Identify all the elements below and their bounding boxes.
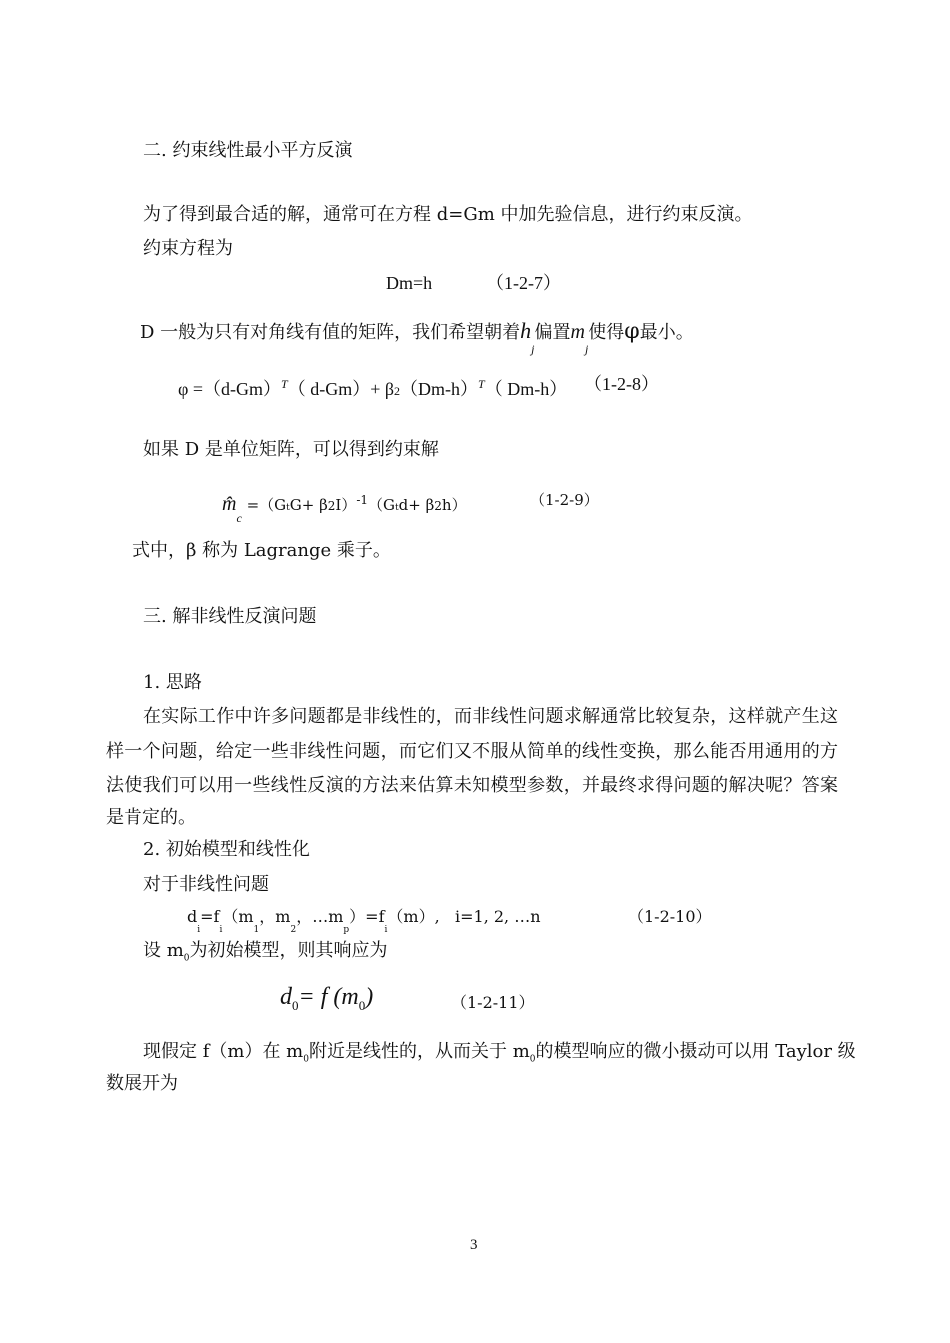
equation-number-1-2-11: （1-2-11）: [451, 993, 535, 1012]
paragraph-approach-line-4: 是肯定的。: [106, 807, 196, 828]
equation-number-1-2-8: （1-2-8）: [584, 374, 659, 394]
equation-1-2-9: $m̂_c =(GtG+ \beta 2I)^{-1}(Gtd+ \beta 2h)$: [222, 493, 467, 525]
paragraph-lagrange: 式中，β 称为 Lagrange 乘子。: [132, 540, 391, 561]
equation-1-2-11: $d_0= f$ $(m_0)$: [280, 984, 374, 1013]
paragraph-identity-matrix: 如果 D 是单位矩阵，可以得到约束解: [143, 439, 439, 460]
equation-1-2-8: $\varphi =(d-Gm)^T$（ $d-Gm)+ \beta 2(Dm-h)^T$（ Dm-h）: [178, 377, 568, 399]
section-heading-3: 三. 解非线性反演问题: [143, 606, 317, 627]
equation-1-2-7: Dm=h: [386, 273, 433, 293]
paragraph-diagonal-matrix: D 一般为只有对角线有值的矩阵，我们希望朝着$h_j$偏置$m_j$使得φ最小。: [140, 318, 694, 356]
paragraph-constraint-eq-intro: 约束方程为: [143, 238, 233, 259]
subheading-initial-model: 2. 初始模型和线性化: [143, 839, 310, 860]
paragraph-approach-line-2: 样一个问题，给定一些非线性问题，而它们又不服从简单的线性变换，那么能否用通用的方: [106, 741, 838, 762]
paragraph-linear-assumption-line-1: 现假定 f（m）在 $m_0$附近是线性的，从而关于 $m_0$的模型响应的微小摄动可以用 Taylor 级: [143, 1041, 856, 1065]
equation-range-1-2-10: i=1, 2, …n: [455, 907, 541, 926]
paragraph-approach-line-3: 法使我们可以用一些线性反演的方法来估算未知模型参数，并最终求得问题的解决呢？答案: [106, 775, 838, 796]
page-number: 3: [470, 1237, 478, 1253]
subheading-approach: 1. 思路: [143, 672, 202, 693]
section-heading-2: 二. 约束线性最小平方反演: [143, 140, 353, 161]
paragraph-initial-model: 设 $m_0$为初始模型，则其响应为: [143, 940, 388, 964]
paragraph-nonlinear-problem: 对于非线性问题: [143, 874, 269, 895]
equation-1-2-10: $d_i=f_i(m_1$，$m_2$，$\dots m_p)=f_i(m)$,: [187, 907, 440, 936]
equation-number-1-2-7: （1-2-7）: [486, 273, 561, 293]
paragraph-approach-line-1: 在实际工作中许多问题都是非线性的，而非线性问题求解通常比较复杂，这样就产生这: [143, 706, 838, 727]
paragraph-prior-info: 为了得到最合适的解，通常可在方程 d=Gm 中加先验信息，进行约束反演。: [143, 204, 753, 225]
equation-number-1-2-10: （1-2-10）: [628, 907, 712, 926]
equation-number-1-2-9: （1-2-9）: [530, 491, 599, 509]
paragraph-linear-assumption-line-2: 数展开为: [106, 1073, 178, 1094]
